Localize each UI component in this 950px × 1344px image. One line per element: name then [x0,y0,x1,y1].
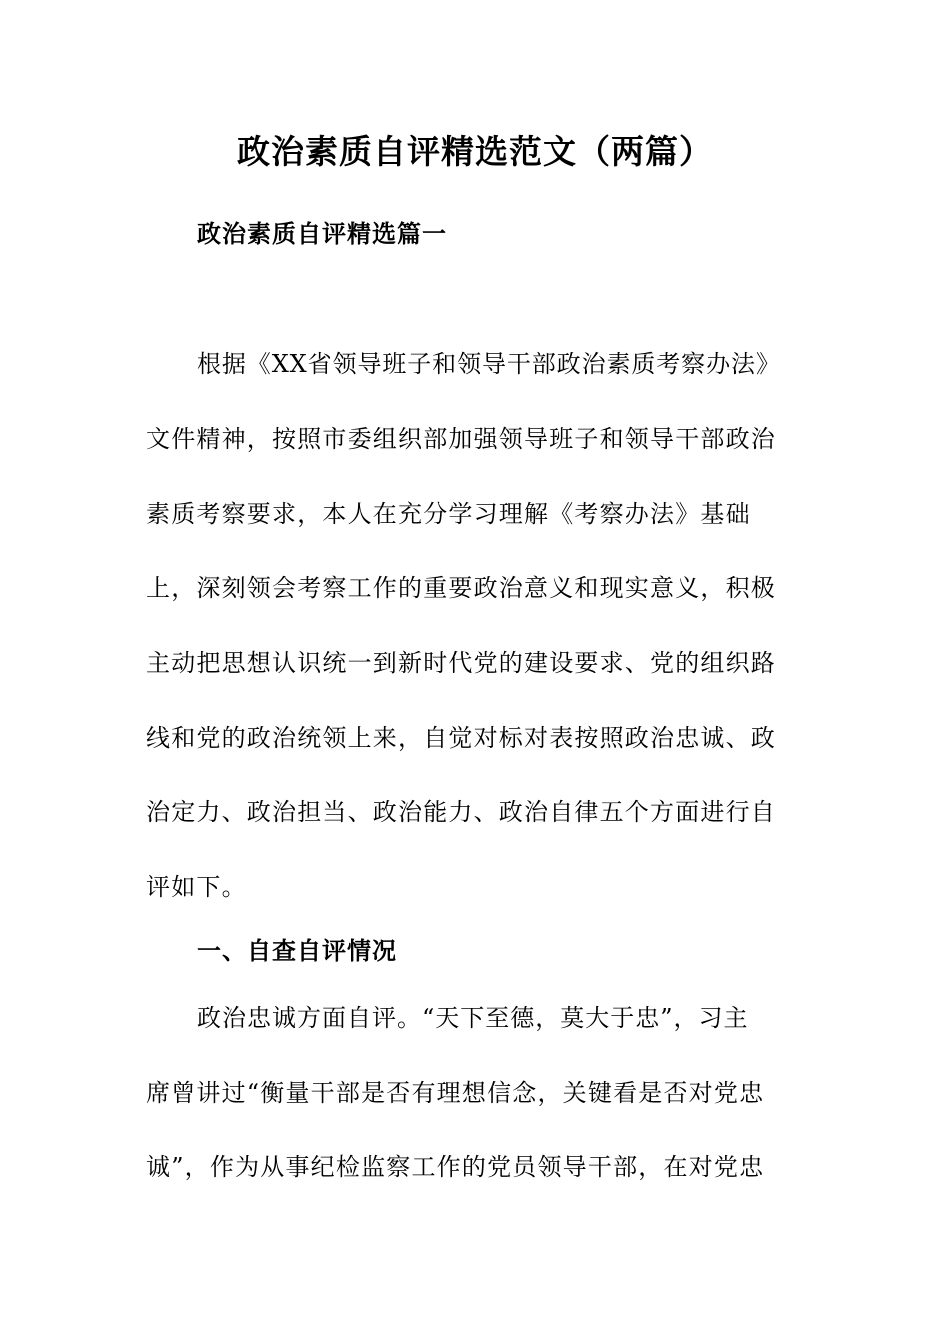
paragraph-line: 素质考察要求，本人在充分学习理解《考察办法》基础 [146,500,751,528]
subheading: 一、自查自评情况 [197,937,397,965]
paragraph-line: 治定力、政治担当、政治能力、政治自律五个方面进行自 [146,798,776,826]
paragraph-line: 评如下。 [146,873,247,901]
document-title: 政治素质自评精选范文（两篇） [237,132,713,171]
section-heading: 政治素质自评精选篇一 [197,220,447,248]
paragraph-line: 文件精神，按照市委组织部加强领导班子和领导干部政治 [146,425,776,453]
paragraph-line: 上，深刻领会考察工作的重要政治意义和现实意义，积极 [146,574,776,602]
paragraph-line: 政治忠诚方面自评。“天下至德，莫大于忠”，习主 [197,1004,749,1032]
paragraph-line: 根据《XX省领导班子和领导干部政治素质考察办法》 [197,350,781,378]
paragraph-line: 席曾讲过“衡量干部是否有理想信念，关键看是否对党忠 [146,1079,765,1107]
paragraph-line: 线和党的政治统领上来，自觉对标对表按照政治忠诚、政 [146,724,776,752]
paragraph-line: 诚”，作为从事纪检监察工作的党员领导干部，在对党忠 [146,1153,765,1181]
paragraph-line: 主动把思想认识统一到新时代党的建设要求、党的组织路 [146,649,776,677]
